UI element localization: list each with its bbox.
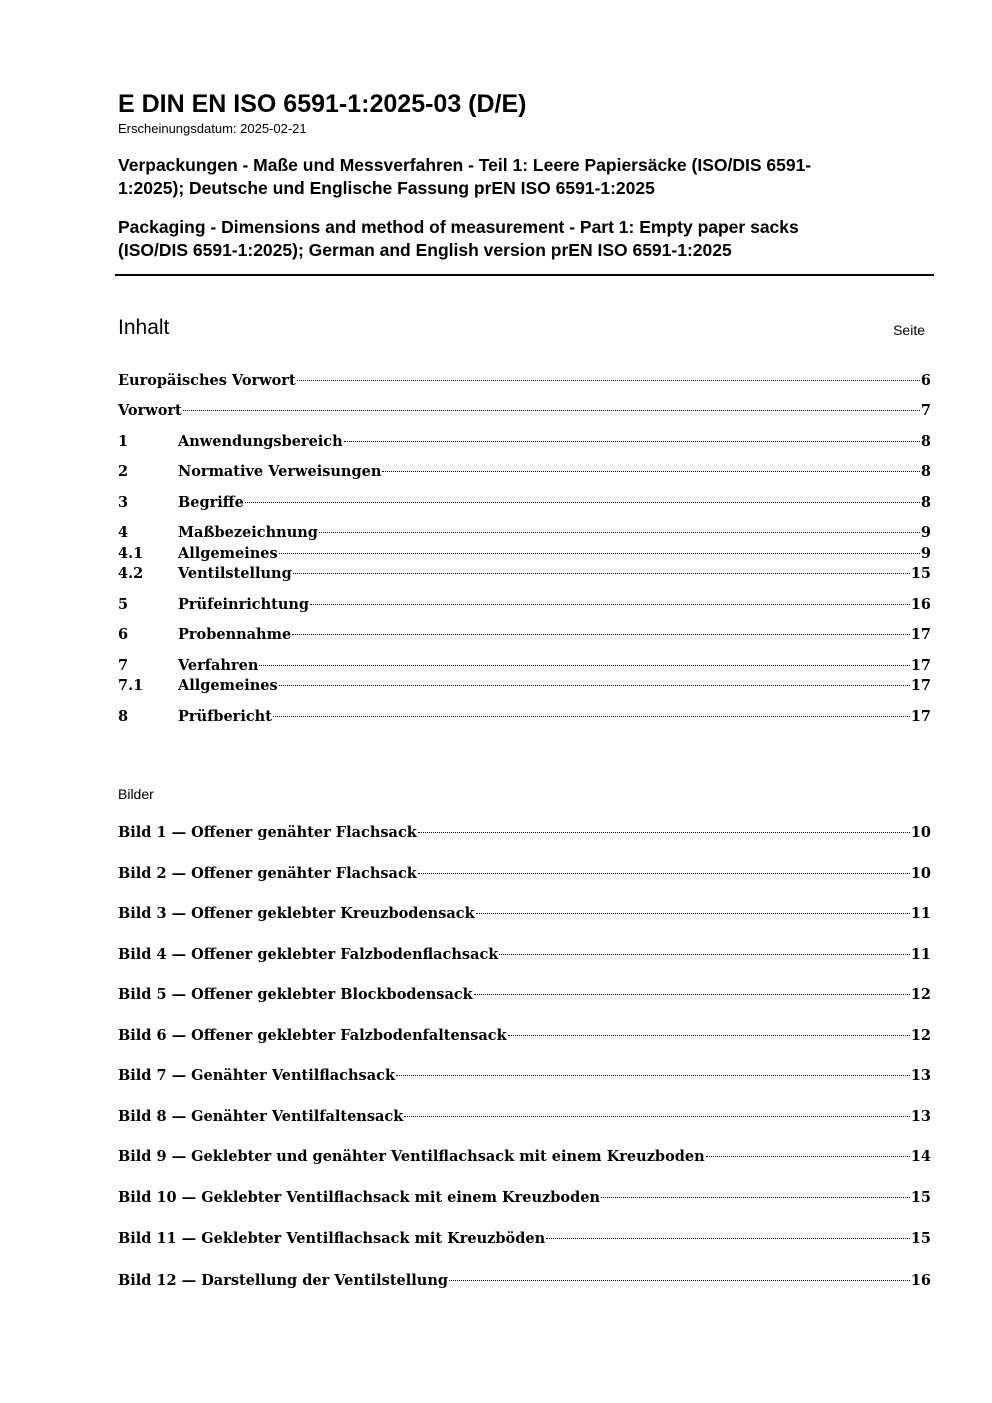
figure-entry-page: 12 <box>910 986 931 1003</box>
toc-entry-number: 4.2 <box>118 565 144 582</box>
dot-leader <box>344 441 920 442</box>
figure-entry[interactable] <box>118 944 931 966</box>
toc-entry-number: 4 <box>118 524 129 541</box>
dot-leader <box>508 1035 910 1036</box>
figure-entry[interactable] <box>118 903 931 925</box>
toc-entry-page: 8 <box>920 494 931 511</box>
toc-entry-number: 1 <box>118 433 129 450</box>
figure-entry[interactable] <box>118 1270 931 1292</box>
figure-entry-title: Bild 12 — Darstellung der Ventilstellung <box>118 1272 448 1289</box>
figure-entry-page: 10 <box>910 865 931 882</box>
toc-entry-number: 8 <box>118 708 129 725</box>
toc-entry-title: Verfahren <box>178 657 259 674</box>
toc-heading: Inhalt <box>118 316 170 339</box>
toc-entry[interactable] <box>118 400 931 422</box>
toc-entry-title: Normative Verweisungen <box>178 463 382 480</box>
toc-entry[interactable] <box>118 594 931 616</box>
toc-entry-number: 2 <box>118 463 129 480</box>
figure-entry[interactable] <box>118 1146 931 1168</box>
toc-entry-number: 3 <box>118 494 129 511</box>
toc-entry-page: 9 <box>920 545 931 562</box>
toc-entry-page: 16 <box>910 596 931 613</box>
figure-entry-title: Bild 10 — Geklebter Ventilflachsack mit einem Kreuzboden <box>118 1189 601 1206</box>
page-column-label: Seite <box>893 322 925 338</box>
toc-entry[interactable] <box>118 706 931 728</box>
figure-entry-title: Bild 7 — Genähter Ventilflachsack <box>118 1067 395 1084</box>
toc-entry-page: 17 <box>910 657 931 674</box>
dot-leader <box>382 471 920 472</box>
toc-entry[interactable] <box>118 370 931 392</box>
figure-entry-title: Bild 5 — Offener geklebter Blockbodensack <box>118 986 473 1003</box>
dot-leader <box>418 832 910 833</box>
dot-leader <box>293 573 910 574</box>
figure-entry[interactable] <box>118 1228 931 1250</box>
figure-entry-page: 10 <box>910 824 931 841</box>
toc-entry-title: Anwendungsbereich <box>178 433 343 450</box>
title-german <box>118 154 934 200</box>
toc-entry[interactable] <box>118 675 931 697</box>
title-english <box>118 216 934 262</box>
dot-leader <box>319 532 920 533</box>
toc-entry-number: 7.1 <box>118 677 144 694</box>
dot-leader <box>474 994 910 995</box>
figure-entry-page: 13 <box>910 1067 931 1084</box>
figure-entry-title: Bild 3 — Offener geklebter Kreuzbodensack <box>118 905 475 922</box>
figure-entry-page: 11 <box>910 946 931 963</box>
dot-leader <box>418 873 910 874</box>
figure-entry-page: 15 <box>910 1230 931 1247</box>
toc-entry-page: 8 <box>920 433 931 450</box>
toc-entry-title: Allgemeines <box>178 545 278 562</box>
dot-leader <box>292 634 910 635</box>
toc-entry-page: 17 <box>910 708 931 725</box>
toc-entry-number: 4.1 <box>118 545 144 562</box>
dot-leader <box>476 913 910 914</box>
figure-entry-page: 14 <box>910 1148 931 1165</box>
figure-entry[interactable] <box>118 1025 931 1047</box>
title-german-line-2: 1:2025); Deutsche und Englische Fassung prEN ISO 6591-1:2025 <box>118 178 655 198</box>
title-english-line-1: Packaging - Dimensions and method of measurement - Part 1: Empty paper sacks <box>118 217 799 237</box>
toc-entry[interactable] <box>118 431 931 453</box>
figure-entry[interactable] <box>118 822 931 844</box>
toc-entry-page: 7 <box>920 402 931 419</box>
dot-leader <box>273 716 910 717</box>
title-english-line-2: (ISO/DIS 6591-1:2025); German and English version prEN ISO 6591-1:2025 <box>118 240 732 260</box>
dot-leader <box>297 380 920 381</box>
toc-entry-page: 17 <box>910 626 931 643</box>
toc-entry[interactable] <box>118 624 931 646</box>
dot-leader <box>396 1075 910 1076</box>
dot-leader <box>499 954 909 955</box>
toc-entry[interactable] <box>118 522 931 544</box>
figure-entry[interactable] <box>118 863 931 885</box>
toc-entry-number: 7 <box>118 657 129 674</box>
toc-entry-title: Vorwort <box>118 402 182 419</box>
dot-leader <box>404 1116 910 1117</box>
figure-entry-page: 16 <box>910 1272 931 1289</box>
toc-entry-title: Allgemeines <box>178 677 278 694</box>
toc-entry-title: Maßbezeichnung <box>178 524 318 541</box>
figure-entry-page: 15 <box>910 1189 931 1206</box>
dot-leader <box>279 685 910 686</box>
toc-entry-page: 15 <box>910 565 931 582</box>
figure-entry-title: Bild 11 — Geklebter Ventilflachsack mit Kreuzböden <box>118 1230 546 1247</box>
dot-leader <box>706 1156 910 1157</box>
toc-entry-number: 6 <box>118 626 129 643</box>
toc-entry-number: 5 <box>118 596 129 613</box>
toc-entry-page: 6 <box>920 372 931 389</box>
figure-entry[interactable] <box>118 1065 931 1087</box>
toc-entry[interactable] <box>118 461 931 483</box>
document-header <box>118 88 934 262</box>
publication-date: Erscheinungsdatum: 2025-02-21 <box>118 121 307 136</box>
toc-entry-title: Prüfbericht <box>178 708 272 725</box>
toc-entry-title: Begriffe <box>178 494 244 511</box>
toc-entry-page: 8 <box>920 463 931 480</box>
figure-entry-title: Bild 6 — Offener geklebter Falzbodenfaltensack <box>118 1027 507 1044</box>
toc-entry[interactable] <box>118 492 931 514</box>
figure-entry-title: Bild 8 — Genähter Ventilfaltensack <box>118 1108 404 1125</box>
toc-entry-title: Prüfeinrichtung <box>178 596 310 613</box>
figure-entry-title: Bild 4 — Offener geklebter Falzbodenflachsack <box>118 946 499 963</box>
dot-leader <box>310 604 910 605</box>
toc-entry[interactable] <box>118 563 931 585</box>
figures-heading: Bilder <box>118 786 154 802</box>
figure-entry[interactable] <box>118 1106 931 1128</box>
document-id: E DIN EN ISO 6591-1:2025-03 (D/E) <box>118 90 527 118</box>
toc-entry[interactable] <box>118 655 931 677</box>
figure-entry-title: Bild 2 — Offener genähter Flachsack <box>118 865 417 882</box>
toc-entry-title: Ventilstellung <box>178 565 292 582</box>
toc-entry[interactable] <box>118 543 931 565</box>
toc-entry-page: 17 <box>910 677 931 694</box>
dot-leader <box>183 410 920 411</box>
figure-entry[interactable] <box>118 984 931 1006</box>
toc-entry-title: Europäisches Vorwort <box>118 372 296 389</box>
header-divider <box>115 274 934 276</box>
figure-entry-title: Bild 9 — Geklebter und genähter Ventilflachsack mit einem Kreuzboden <box>118 1148 705 1165</box>
figure-entry[interactable] <box>118 1187 931 1209</box>
dot-leader <box>279 553 920 554</box>
dot-leader <box>259 665 909 666</box>
figure-entry-page: 13 <box>910 1108 931 1125</box>
toc-entry-title: Probennahme <box>178 626 292 643</box>
dot-leader <box>601 1197 910 1198</box>
dot-leader <box>245 502 920 503</box>
figure-entry-page: 12 <box>910 1027 931 1044</box>
dot-leader <box>449 1280 910 1281</box>
figure-entry-page: 11 <box>910 905 931 922</box>
dot-leader <box>546 1238 910 1239</box>
toc-entry-page: 9 <box>920 524 931 541</box>
figure-entry-title: Bild 1 — Offener genähter Flachsack <box>118 824 417 841</box>
title-german-line-1: Verpackungen - Maße und Messverfahren - Teil 1: Leere Papiersäcke (ISO/DIS 6591- <box>118 155 812 175</box>
